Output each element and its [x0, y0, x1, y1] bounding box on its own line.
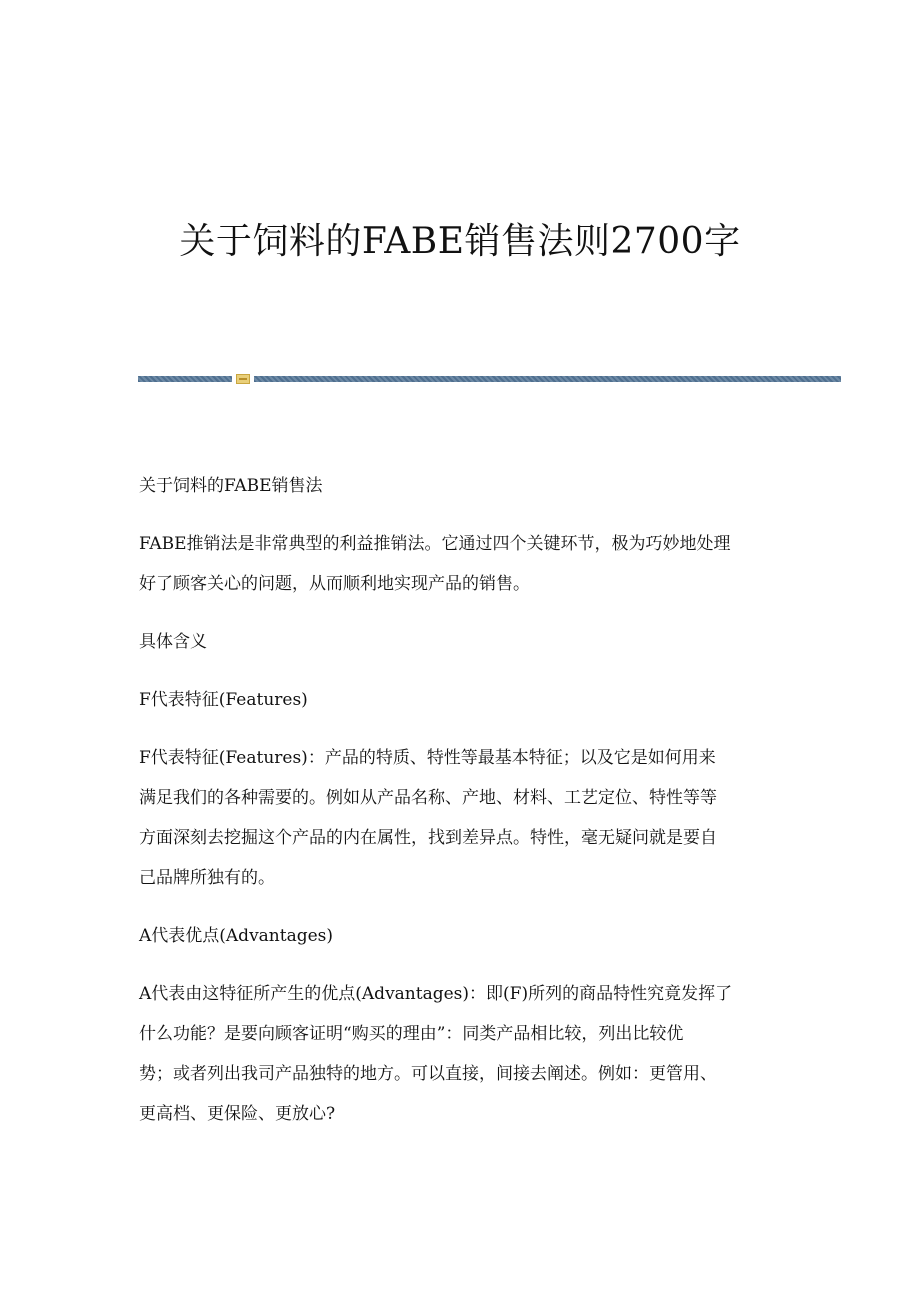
body-paragraph: FABE推销法是非常典型的利益推销法。它通过四个关键环节，极为巧妙地处理 好了顾客关心的问题，从而顺利地实现产品的销售。	[139, 534, 731, 594]
document-body	[139, 466, 779, 1152]
title-divider	[138, 374, 841, 384]
document-title: 关于饲料的FABE销售法则2700字	[179, 221, 741, 262]
divider-ornament-icon	[236, 374, 250, 384]
body-paragraph: A代表由这特征所产生的优点(Advantages)：即(F)所列的商品特性究竟发挥了 什么功能？是要向顾客证明“购买的理由”：同类产品相比较，列出比较优 势；或者列出我司产品独特的地方。可以直接，间接去阐述。例如：更管用、 更高档、更保险、更放心?	[139, 984, 733, 1124]
body-paragraph: F代表特征(Features)：产品的特质、特性等最基本特征；以及它是如何用来 满足我们的各种需要的。例如从产品名称、产地、材料、工艺定位、特性等等 方面深刻去挖掘这个产品的内在属性，找到差异点。特性，毫无疑问就是要自 己品牌所独有的。	[139, 748, 717, 888]
section-heading: 具体含义	[139, 632, 207, 652]
divider-bar-right	[254, 376, 841, 382]
divider-bar-left	[138, 376, 232, 382]
section-heading: F代表特征(Features)	[139, 690, 308, 710]
section-heading: A代表优点(Advantages)	[139, 926, 334, 946]
section-heading: 关于饲料的FABE销售法	[139, 476, 323, 496]
